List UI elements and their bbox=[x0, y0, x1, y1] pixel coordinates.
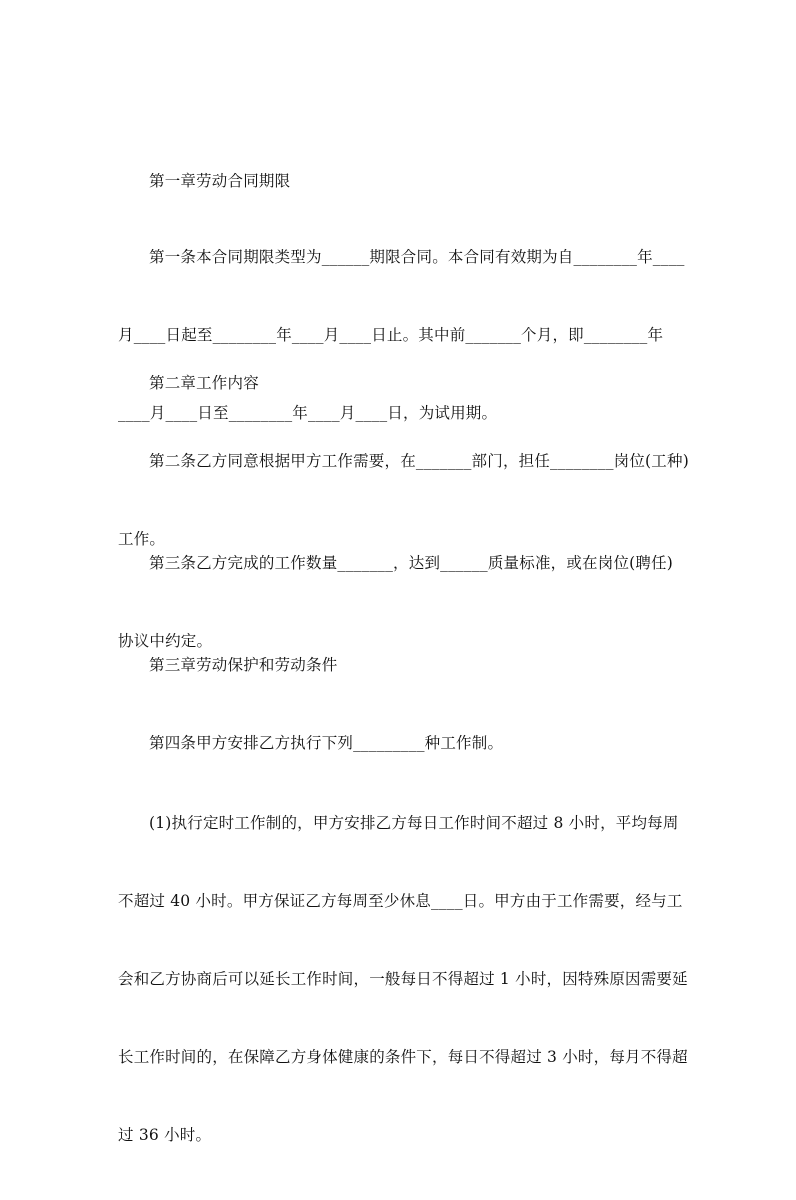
paragraph-line: (1)执行定时工作制的，甲方安排乙方每日工作时间不超过 8 小时，平均每周 bbox=[149, 814, 679, 832]
chapter-title: 第一章劳动合同期限 bbox=[149, 172, 291, 190]
paragraph-line: 长工作时间的，在保障乙方身体健康的条件下，每日不得超过 3 小时，每月不得超 bbox=[118, 1048, 688, 1066]
paragraph-line: 月____日起至________年____月____日止。其中前_______个月，即________年 bbox=[118, 326, 664, 344]
paragraph-line: 第二条乙方同意根据甲方工作需要，在_______部门，担任________岗位(工种) bbox=[149, 452, 689, 470]
paragraph-line: 第三条乙方完成的工作数量_______，达到______质量标准，或在岗位(聘任) bbox=[149, 554, 674, 572]
paragraph-line: 第一条本合同期限类型为______期限合同。本合同有效期为自________年____ bbox=[149, 248, 685, 266]
paragraph-line: 第四条甲方安排乙方执行下列_________种工作制。 bbox=[149, 734, 504, 752]
paragraph-line: 不超过 40 小时。甲方保证乙方每周至少休息____日。甲方由于工作需要，经与工 bbox=[118, 892, 683, 910]
paragraph-line: 工作。 bbox=[118, 530, 166, 548]
paragraph-line: 会和乙方协商后可以延长工作时间，一般每日不得超过 1 小时，因特殊原因需要延 bbox=[118, 970, 688, 988]
paragraph-line: 协议中约定。 bbox=[118, 632, 213, 650]
chapter-title: 第三章劳动保护和劳动条件 bbox=[149, 656, 338, 674]
clause-1-paragraph bbox=[118, 758, 690, 1200]
paragraph-line: ____月____日至________年____月____日，为试用期。 bbox=[118, 404, 498, 422]
paragraph-line: 过 36 小时。 bbox=[118, 1126, 212, 1144]
chapter-title: 第二章工作内容 bbox=[149, 374, 259, 392]
